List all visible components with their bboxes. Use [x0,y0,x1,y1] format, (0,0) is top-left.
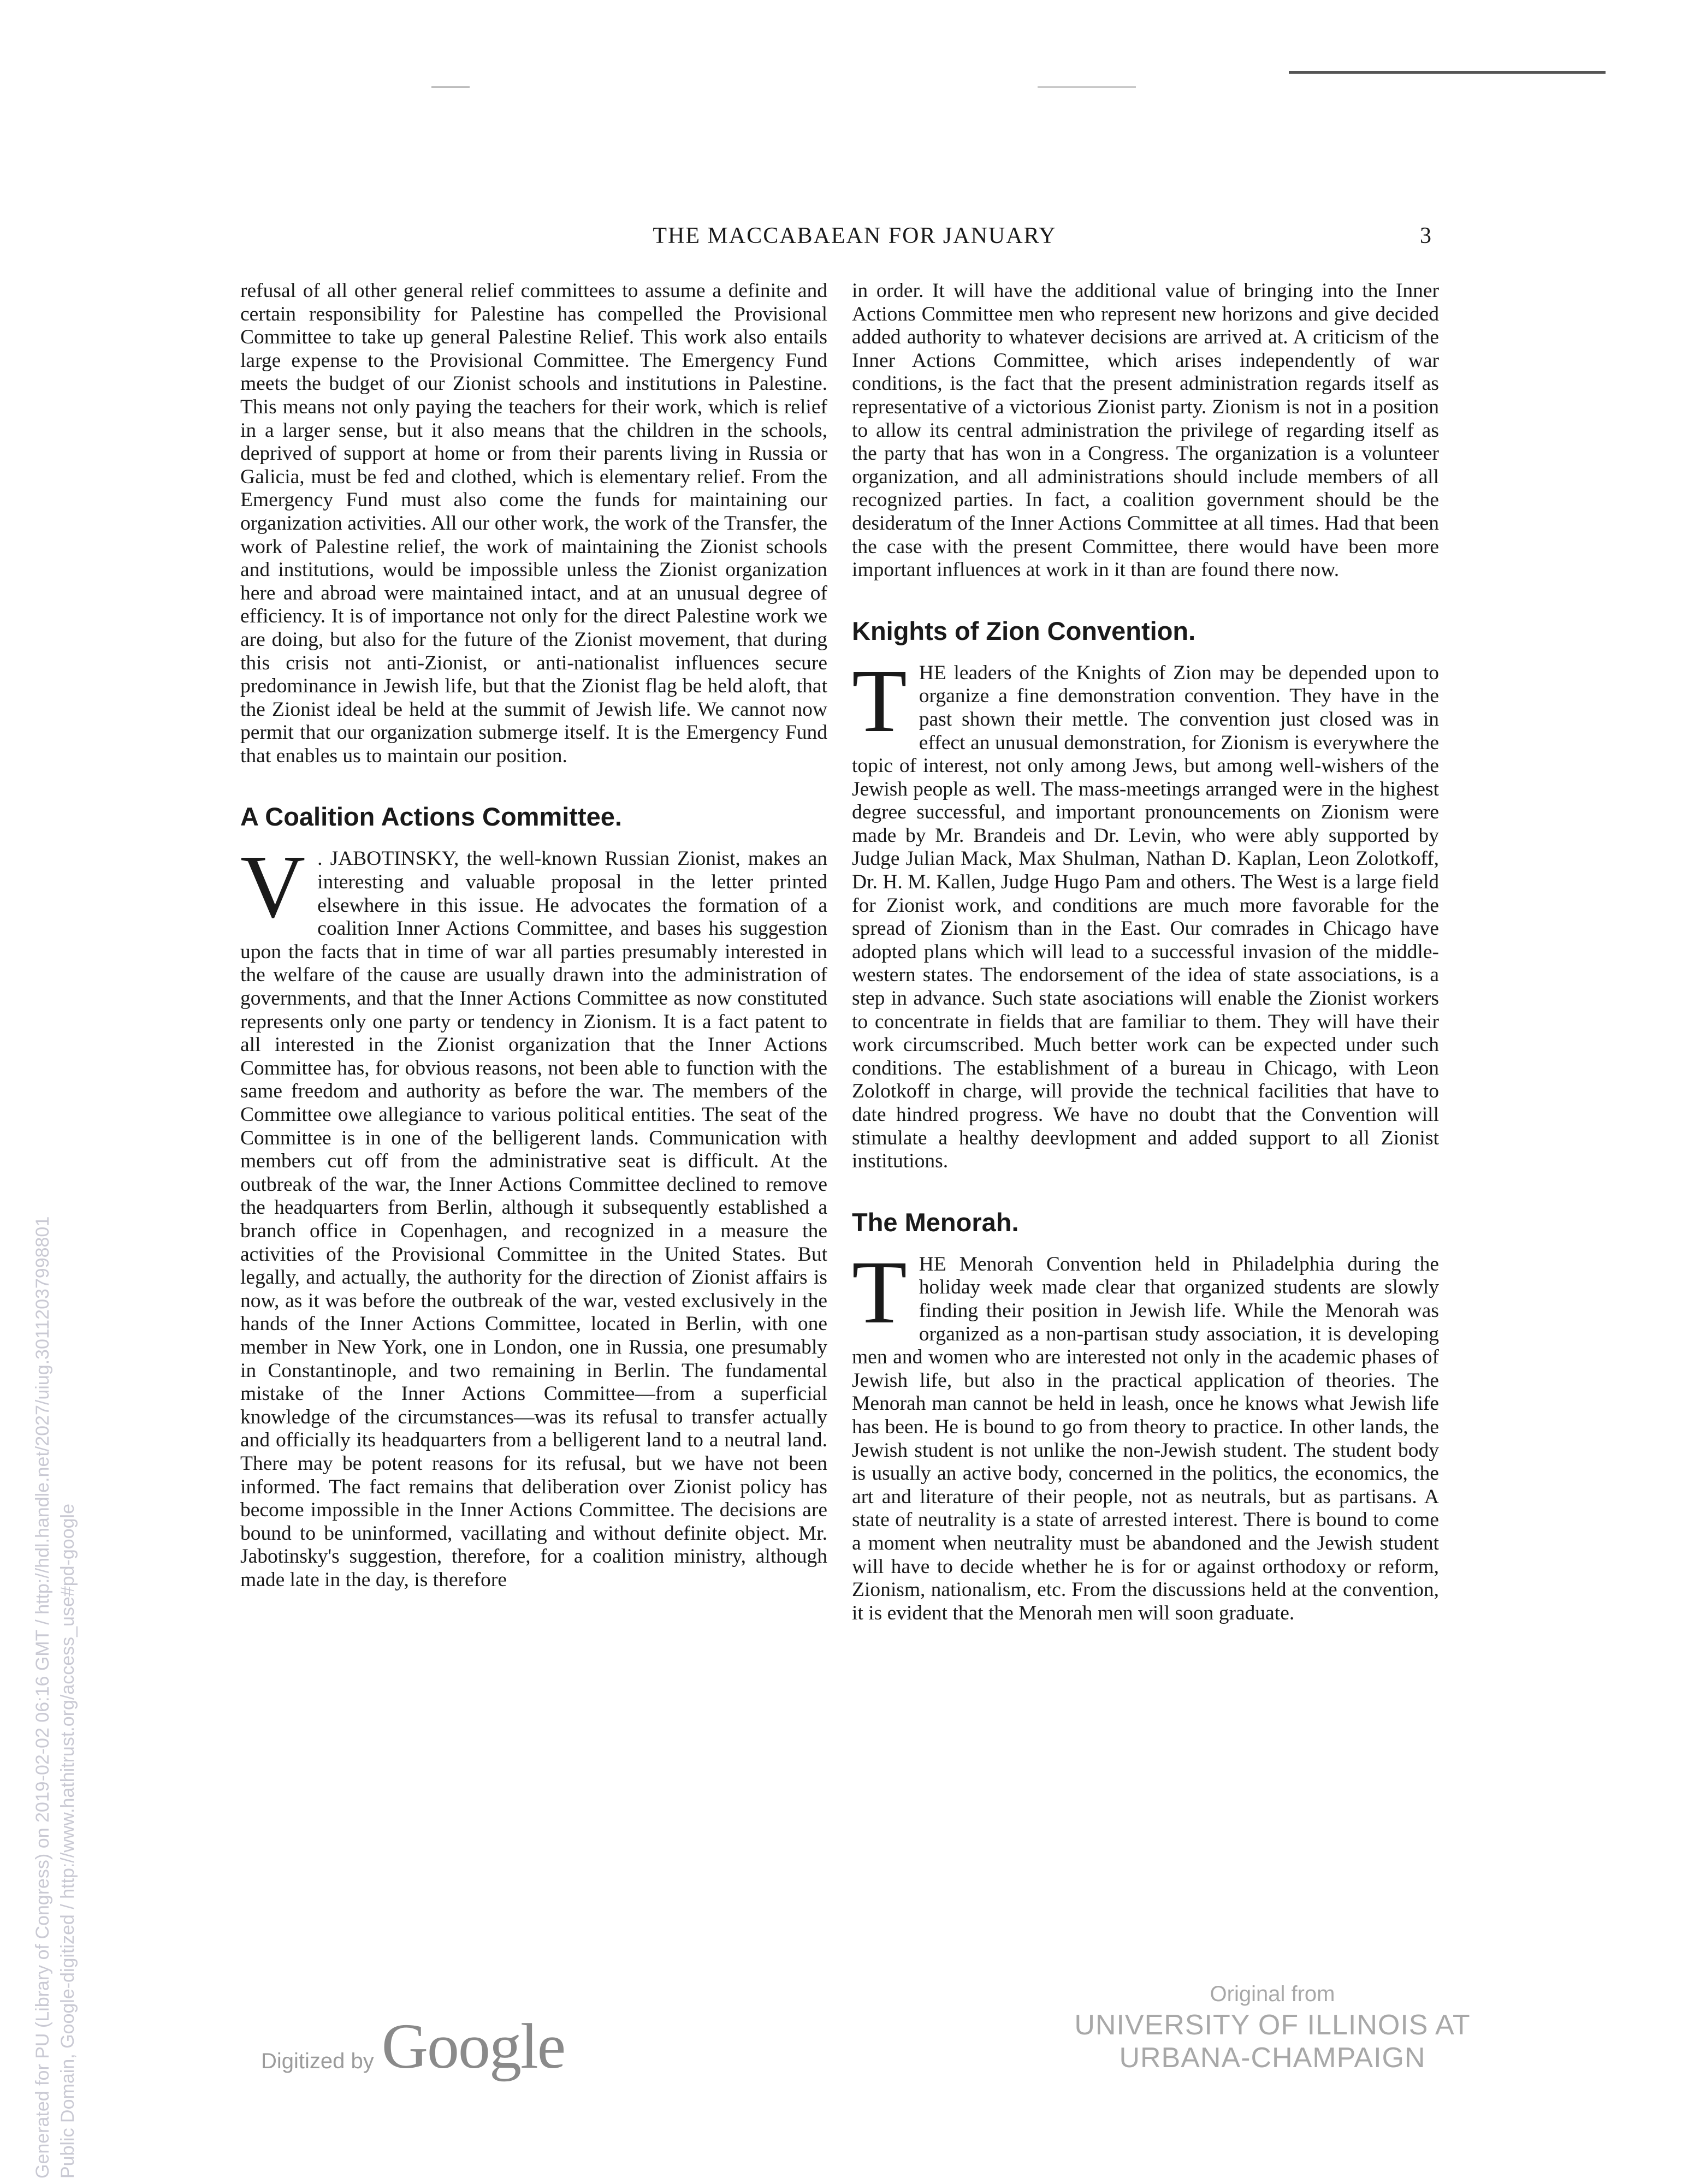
top-scan-mark-2 [1038,86,1136,88]
top-scan-mark-3 [1289,71,1606,74]
digitized-by-label: Digitized by [261,2049,374,2073]
watermark-line-2: Public Domain, Google-digitized / http://www.hathitrust.org/access_use#pd-google [57,1503,78,2179]
left-column [240,280,827,1592]
section-paragraph-menorah [852,1242,1439,1625]
section-text: HE leaders of the Knights of Zion may be depended upon to organize a fine demonstration convention. They have in the past shown their mettle. The convention just closed was in effect an unusual demonstration, for Zionism is everywhere the topic of interest, not only among Jews, but among well-wishers of the Jewish people as well. The mass-meetings arranged were in the highest degree successful, and important pronouncements on Zionism were made by Mr. Brandeis and Dr. Levin, who were ably supported by Judge Julian Mack, Max Shulman, Nathan D. Kaplan, Leon Zolotkoff, Dr. H. M. Kallen, Judge Hugo Pam and others. The West is a large field for Zionist work, and conditions are much more favorable for the spread of Zionism than in the East. Our comrades in Chicago have adopted plans which will lead to a successful invasion of the middle-western states. The endorsement of the idea of state associations, is a step in advance. Such state asociations will enable the Zionist workers to concentrate in fields that are familiar to them. They will have their work circumscribed. Much better work can be expected under such conditions. The establishment of a bureau in Chicago, with Leon Zolotkoff in charge, will provide the technical facilities that have to date hindred progress. We have no doubt that the Convention will stimulate a healthy deevlopment and added support to all Zionist institutions. [852,661,1439,1173]
section-text: HE Menorah Convention held in Philadelphia during the holiday week made clear that organized students are slowly finding their position in Jewish life. While the Menorah was organized as a non-partisan study association, it is developing men and women who are interested not only in the academic phases of Jewish life, but also in the practical application of theories. The Menorah man cannot be held in leash, once he knows what Jewish life has been. He is bound to go from theory to practice. In other lands, the Jewish student is not unlike the non-Jewish student. The student body is usually an active body, concerned in the politics, the economics, the art and literature of their people, not as neutrals, but as partisans. A state of neutrality is a state of arrested interest. There is bound to come a moment when neutrality must be abandoned and the Jewish student will have to decide whether he is for or against orthodoxy or reform, Zionism, nationalism, etc. From the discussions held at the convention, it is evident that the Menorah men will soon graduate. [852,1253,1439,1624]
original-from-label: Original from [1210,1982,1335,2006]
page-number: 3 [1420,223,1431,248]
drop-cap: T [852,650,907,751]
drop-cap: T [852,1242,907,1342]
section-paragraph-knights [852,650,1439,1173]
institution-line-2: URBANA-CHAMPAIGN [1119,2042,1426,2074]
section-heading-menorah: The Menorah. [852,1207,1019,1237]
original-from-block [1005,1982,1540,2074]
google-logo: Google [381,2010,565,2082]
drop-cap: V [240,836,306,937]
institution-line-1: UNIVERSITY OF ILLINOIS AT [1074,2009,1471,2041]
continued-paragraph: refusal of all other general relief committees to assume a definite and certain responsibility for Palestine has compelled the Provisional Committee to take up general Palestine Relief. This work also entails large expense to the Provisional Committee. The Emergency Fund meets the budget of our Zionist schools and institutions in Palestine. This means not only paying the teachers for their work, which is relief in a larger sense, but it also means that the children in the schools, deprived of support at home or from their parents living in Russia or Galicia, must be fed and clothed, which is elementary relief. From the Emergency Fund must also come the funds for maintaining our organization activities. All our other work, the work of the Transfer, the work of Palestine relief, the work of maintaining the Zionist schools and institutions, would be impossible unless the Zionist organization here and abroad were maintained intact, and at an unusual degree of efficiency. It is of importance not only for the direct Palestine work we are doing, but also for the future of the Zionist movement, that during this crisis not anti-Zionist, or anti-nationalist influences secure predominance in Jewish life, but that the Zionist flag be held aloft, that the Zionist ideal be held at the summit of Jewish life. We cannot now permit that our organization submerge itself. It is the Emergency Fund that enables us to maintain our position. [240,280,827,767]
watermark-line-1: Generated for PU (Library of Congress) on 2019-02-02 06:16 GMT / http://hdl.handle.net/2027/uiug.30112037998801 [32,1216,53,2179]
section-paragraph-coalition [240,836,827,1592]
section-text: . JABOTINSKY, the well-known Russian Zionist, makes an interesting and valuable proposal in the letter printed elsewhere in this issue. He advocates the formation of a coalition Inner Actions Committee, and bases his suggestion upon the facts that in time of war all parties presumably interested in the welfare of the cause are usually drawn into the administration of governments, and that the Inner Actions Committee as now constituted represents only one party or tendency in Zionism. It is a fact patent to all interested in the Zionist organization that the Inner Actions Committee has, for obvious reasons, not been able to function with the same freedom and authority as before the war. The members of the Committee owe allegiance to various political entities. The seat of the Committee is in one of the belligerent lands. Communication with members cut off from the administrative seat is difficult. At the outbreak of the war, the Inner Actions Committee declined to remove the headquarters from Berlin, although it subsequently established a branch office in Copenhagen, and recognized in a measure the activities of the Provisional Committee in the United States. But legally, and actually, the authority for the direction of Zionist affairs is now, as it was before the outbreak of the war, vested exclusively in the hands of the Inner Actions Committee, located in Berlin, with one member in New York, one in London, one in Russia, one presumably in Constantinople, and two remaining in Berlin. The fundamental mistake of the Inner Actions Committee—from a superficial knowledge of the circumstances—was its refusal to transfer actually and officially its headquarters from a belligerent land to a neutral land. There may be potent reasons for its refusal, but we have not been informed. The fact remains that deliberation over Zionist policy has become impossible in the Inner Actions Committee. The decisions are bound to be uninformed, vacillating and without definite object. Mr. Jabotinsky's suggestion, therefore, for a coalition ministry, although made late in the day, is therefore [240,847,827,1591]
right-column [852,280,1439,1625]
hathitrust-watermark [30,814,80,2179]
running-title: THE MACCABAEAN FOR JANUARY [653,223,1057,248]
top-scan-mark-1 [431,86,470,88]
section-heading-coalition: A Coalition Actions Committee. [240,802,622,832]
digitized-by-google [261,2009,565,2084]
continued-paragraph: in order. It will have the additional value of bringing into the Inner Actions Committee men who represent new horizons and give decided added authority to whatever decisions are arrived at. A criticism of the Inner Actions Committee, which arises independently of war conditions, is the fact that the present administration regards itself as representative of a victorious Zionist party. Zionism is not in a position to allow its central administration the privilege of regarding itself as the party that has won in a Congress. The organization is a volunteer organization, and all administrations should include members of all recognized parties. In fact, a coalition government should be the desideratum of the Inner Actions Committee at all times. Had that been the case with the present Committee, there would have been more important influences at work in it than are found there now. [852,280,1439,581]
section-heading-knights: Knights of Zion Convention. [852,616,1196,645]
